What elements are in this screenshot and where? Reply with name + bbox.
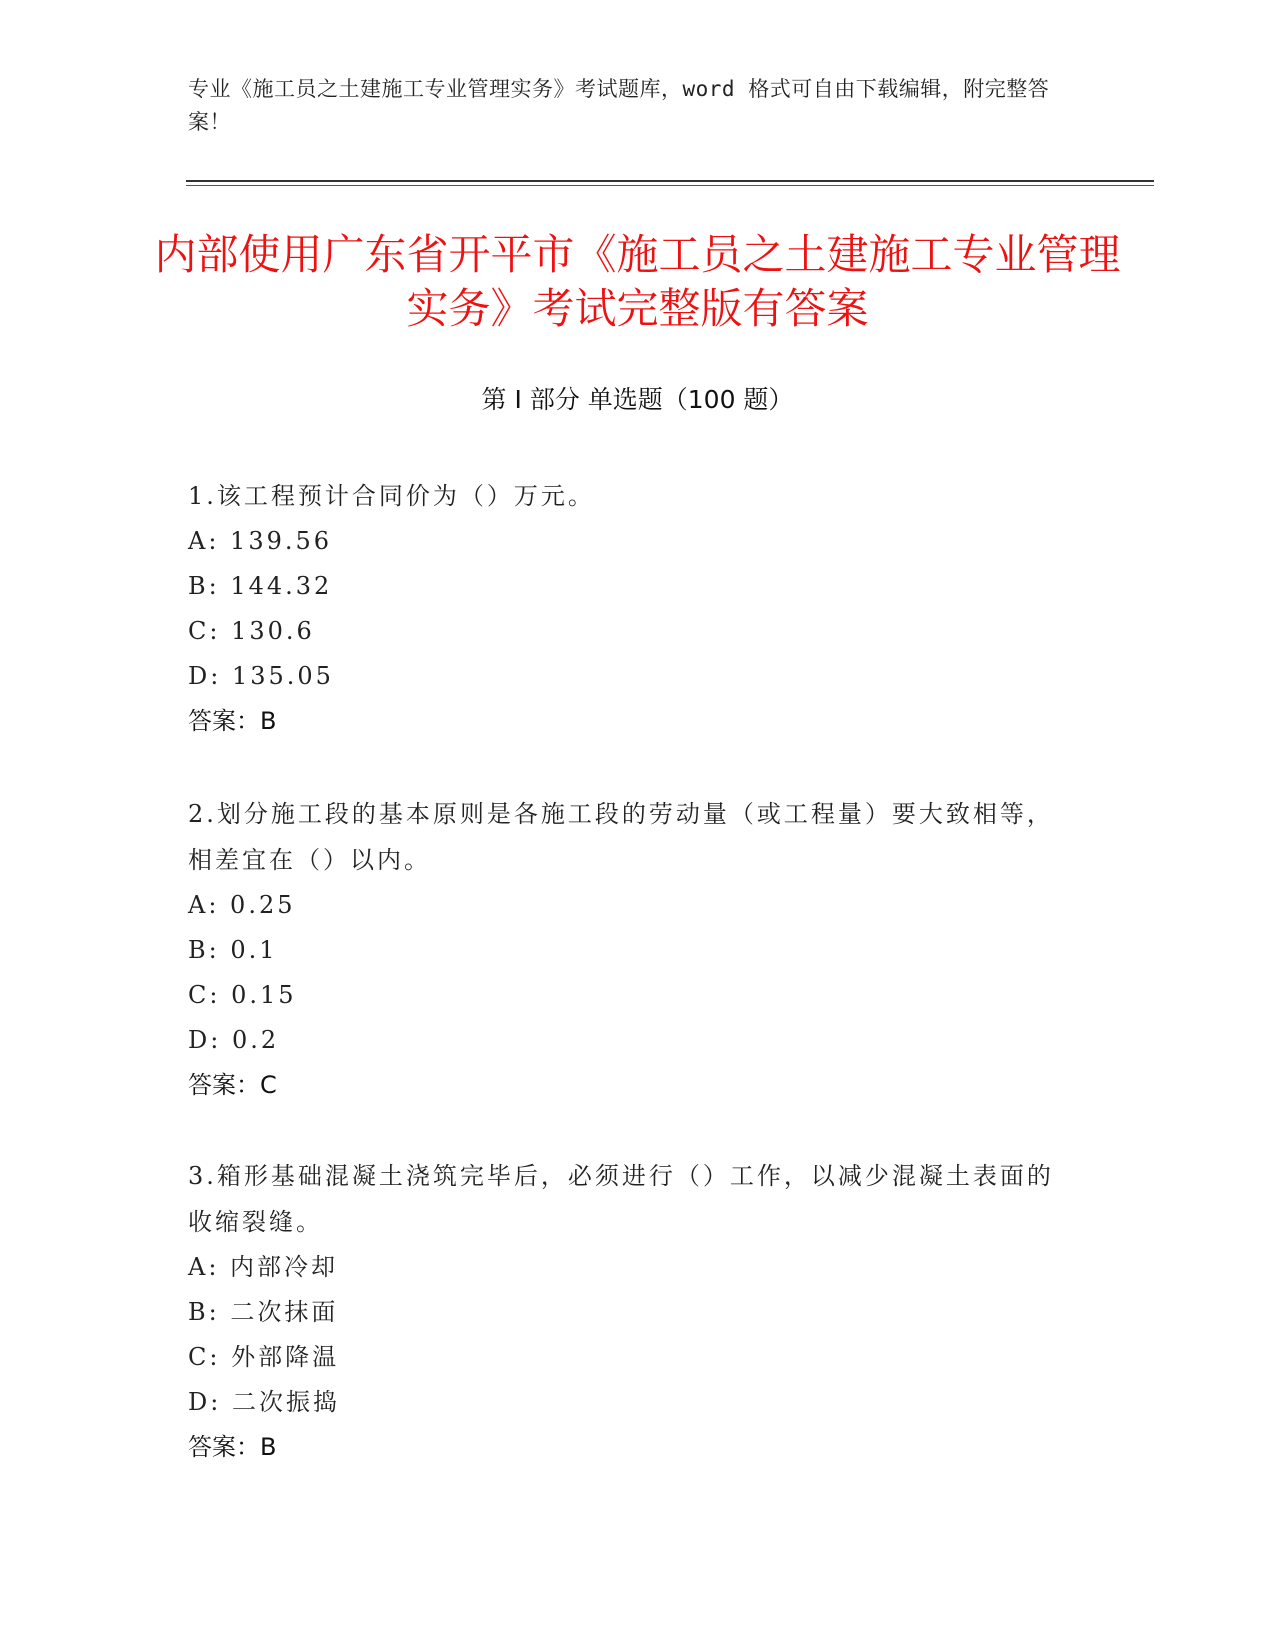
question-stem: 3.箱形基础混凝土浇筑完毕后，必须进行（）工作，以减少混凝土表面的收缩裂缝。	[188, 1162, 1054, 1236]
header-note: 专业《施工员之土建施工专业管理实务》考试题库，word 格式可自由下载编辑，附完整答案！	[188, 77, 1050, 134]
option-d: D: 0.2	[188, 1026, 280, 1054]
option-a: A: 139.56	[188, 527, 333, 555]
option-a: A: 内部冷却	[188, 1253, 339, 1281]
option-b: B: 0.1	[188, 936, 278, 964]
question-stem: 2.划分施工段的基本原则是各施工段的劳动量（或工程量）要大致相等，相差宜在（）以内。	[188, 800, 1054, 874]
answer-line: 答案：C	[188, 1071, 277, 1099]
option-d: D: 135.05	[188, 662, 334, 690]
option-c: C: 外部降温	[188, 1343, 340, 1371]
header-rule-thin	[186, 185, 1154, 186]
section-heading: 第 I 部分 单选题（100 题）	[481, 385, 794, 414]
document-title: 内部使用广东省开平市《施工员之土建施工专业管理实务》考试完整版有答案	[154, 230, 1121, 333]
header-rule-thick	[186, 180, 1154, 182]
option-c: C: 130.6	[188, 617, 315, 645]
option-a: A: 0.25	[188, 891, 296, 919]
question-block	[188, 473, 1068, 744]
option-b: B: 144.32	[188, 572, 333, 600]
question-block	[188, 791, 1068, 1108]
answer-line: 答案：B	[188, 1433, 277, 1461]
question-block	[188, 1153, 1068, 1470]
option-c: C: 0.15	[188, 981, 297, 1009]
answer-line: 答案：B	[188, 707, 277, 735]
option-b: B: 二次抹面	[188, 1298, 339, 1326]
option-d: D: 二次振捣	[188, 1388, 340, 1416]
question-stem: 1.该工程预计合同价为（）万元。	[188, 482, 595, 510]
